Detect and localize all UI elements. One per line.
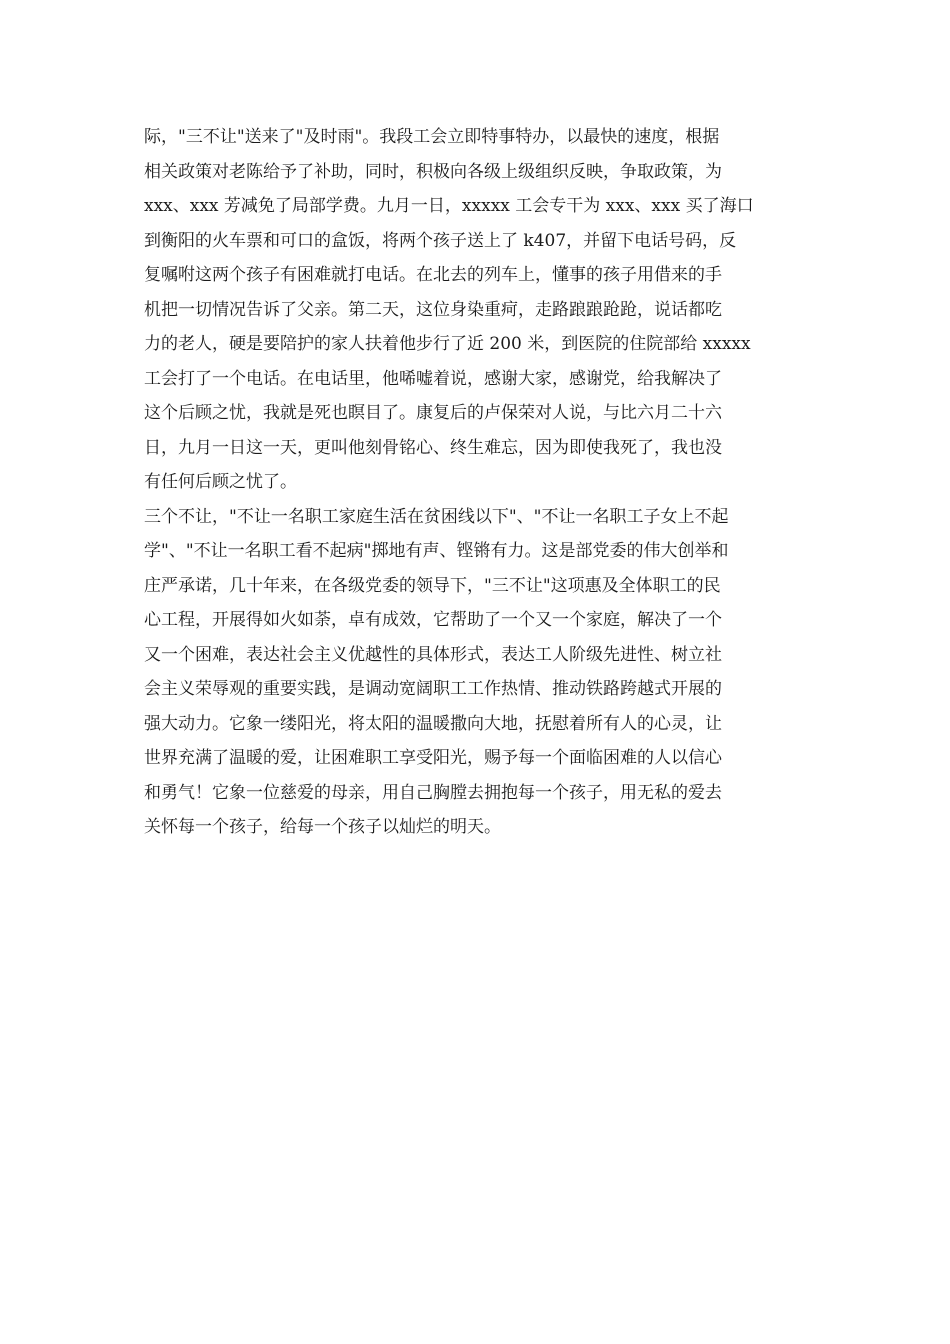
body-text [144, 120, 814, 845]
text-line: 世界充满了温暖的爱，让困难职工享受阳光，赐予每一个面临困难的人以信心 [144, 748, 722, 768]
text-line: 际，"三不让"送来了"及时雨"。我段工会立即特事特办，以最快的速度，根据 [144, 127, 720, 147]
text-line: 又一个困难，表达社会主义优越性的具体形式，表达工人阶级先进性、树立社 [144, 644, 722, 665]
text-line: 到衡阳的火车票和可口的盒饭，将两个孩子送上了 k407，并留下电话号码，反 [144, 230, 737, 251]
text-line: 三个不让，"不让一名职工家庭生活在贫困线以下"、"不让一名职工子女上不起 [144, 506, 729, 527]
text-line: 日，九月一日这一天，更叫他刻骨铭心、终生难忘，因为即使我死了，我也没 [144, 437, 722, 458]
text-line: 会主义荣辱观的重要实践，是调动宽阔职工工作热情、推动铁路跨越式开展的 [144, 679, 722, 699]
text-line: 心工程，开展得如火如荼，卓有成效，它帮助了一个又一个家庭，解决了一个 [144, 610, 722, 630]
text-line: 这个后顾之忧，我就是死也瞑目了。康复后的卢保荣对人说，与比六月二十六 [144, 403, 722, 423]
text-line: 和勇气！它象一位慈爱的母亲，用自己胸膛去拥抱每一个孩子，用无私的爱去 [144, 782, 722, 803]
text-line: 强大动力。它象一缕阳光，将太阳的温暖撒向大地，抚慰着所有人的心灵，让 [144, 713, 722, 734]
paragraph-2 [144, 500, 814, 845]
text-line: 学"、"不让一名职工看不起病"掷地有声、铿锵有力。这是部党委的伟大创举和 [144, 541, 729, 561]
text-line: 工会打了一个电话。在电话里，他唏嘘着说，感谢大家，感谢党，给我解决了 [144, 368, 722, 389]
text-line: 相关政策对老陈给予了补助，同时，积极向各级上级组织反映，争取政策，为 [144, 161, 722, 182]
text-line: 力的老人，硬是要陪护的家人扶着他步行了近 200 米，到医院的住院部给 xxxxx [144, 334, 751, 354]
text-line: xxx、xxx 芳减免了局部学费。九月一日，xxxxx 工会专干为 xxx、xxx 买了海口 [144, 196, 754, 216]
text-line: 关怀每一个孩子，给每一个孩子以灿烂的明天。 [144, 817, 501, 837]
paragraph-1 [144, 120, 814, 500]
text-line: 复嘱咐这两个孩子有困难就打电话。在北去的列车上，懂事的孩子用借来的手 [144, 265, 722, 285]
text-line: 庄严承诺，几十年来，在各级党委的领导下，"三不让"这项惠及全体职工的民 [144, 575, 721, 596]
text-line: 有任何后顾之忧了。 [144, 472, 297, 492]
text-line: 机把一切情况告诉了父亲。第二天，这位身染重疴，走路踉踉跄跄，说话都吃 [144, 299, 722, 320]
